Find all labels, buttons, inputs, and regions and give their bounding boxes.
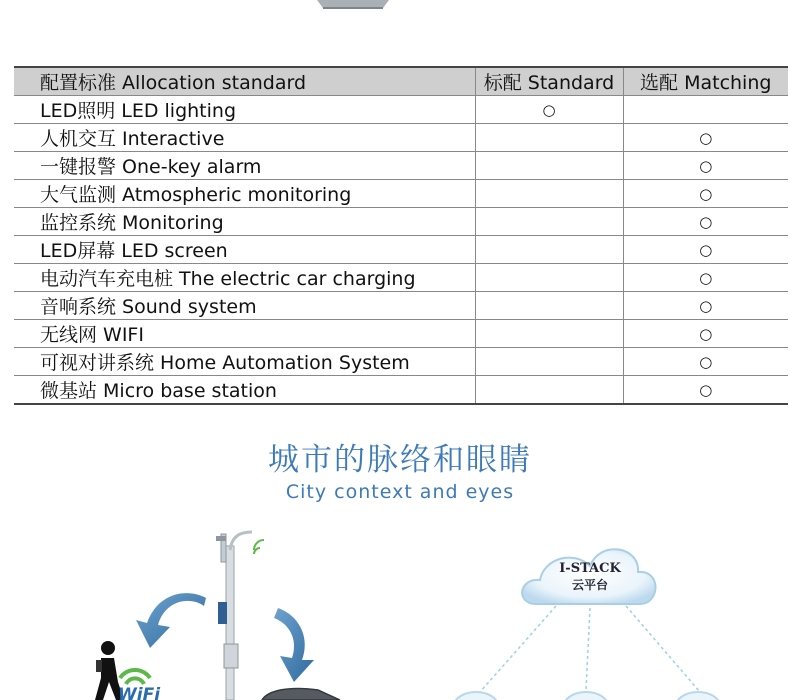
section-title-cn: 城市的脉络和眼睛 bbox=[268, 442, 532, 478]
signal-icon bbox=[254, 540, 264, 554]
standard-mark bbox=[475, 348, 623, 376]
allocation-table bbox=[14, 66, 788, 405]
standard-mark bbox=[475, 376, 623, 405]
cloud-label-platform: 云平台 bbox=[571, 578, 608, 592]
car-image bbox=[262, 688, 340, 700]
matching-mark: ○ bbox=[623, 320, 788, 348]
row-name: 监控系统 Monitoring bbox=[14, 208, 475, 236]
table-row bbox=[14, 292, 788, 320]
table-row bbox=[14, 320, 788, 348]
matching-mark: ○ bbox=[623, 348, 788, 376]
curved-arrow-left-icon bbox=[136, 593, 206, 648]
matching-mark: ○ bbox=[623, 152, 788, 180]
standard-mark bbox=[475, 180, 623, 208]
table-row bbox=[14, 180, 788, 208]
row-name: 可视对讲系统 Home Automation System bbox=[14, 348, 475, 376]
network-node-icons bbox=[454, 692, 720, 700]
network-lines bbox=[480, 606, 700, 692]
header-allocation-standard: 配置标准 Allocation standard bbox=[14, 67, 475, 96]
row-name: 微基站 Micro base station bbox=[14, 376, 475, 405]
row-name: LED屏幕 LED screen bbox=[14, 236, 475, 264]
matching-mark: ○ bbox=[623, 124, 788, 152]
table-row bbox=[14, 152, 788, 180]
table-row bbox=[14, 264, 788, 292]
matching-mark bbox=[623, 96, 788, 124]
matching-mark: ○ bbox=[623, 292, 788, 320]
standard-mark bbox=[475, 152, 623, 180]
cloud-label-istack: I-STACK bbox=[559, 561, 621, 576]
wifi-icon bbox=[120, 670, 150, 684]
matching-mark: ○ bbox=[623, 236, 788, 264]
wifi-label: WiFi bbox=[118, 685, 161, 700]
table-row bbox=[14, 236, 788, 264]
standard-mark bbox=[475, 236, 623, 264]
section-title-en: City context and eyes bbox=[285, 481, 515, 503]
row-name: 人机交互 Interactive bbox=[14, 124, 475, 152]
header-matching: 选配 Matching bbox=[623, 67, 788, 96]
lamp-fixture-image bbox=[315, 0, 391, 9]
table-row bbox=[14, 348, 788, 376]
table-row bbox=[14, 208, 788, 236]
row-name: 电动汽车充电桩 The electric car charging bbox=[14, 264, 475, 292]
table-header-row bbox=[14, 67, 788, 96]
table-row bbox=[14, 376, 788, 405]
table-row bbox=[14, 124, 788, 152]
header-standard: 标配 Standard bbox=[475, 67, 623, 96]
curved-arrow-right-icon bbox=[274, 608, 314, 682]
standard-mark: ○ bbox=[475, 96, 623, 124]
city-illustration bbox=[0, 510, 800, 700]
row-name: 大气监测 Atmospheric monitoring bbox=[14, 180, 475, 208]
standard-mark bbox=[475, 292, 623, 320]
row-name: 无线网 WIFI bbox=[14, 320, 475, 348]
standard-mark bbox=[475, 208, 623, 236]
standard-mark bbox=[475, 320, 623, 348]
standard-mark bbox=[475, 124, 623, 152]
matching-mark: ○ bbox=[623, 264, 788, 292]
row-name: LED照明 LED lighting bbox=[14, 96, 475, 124]
matching-mark: ○ bbox=[623, 376, 788, 405]
table-row bbox=[14, 96, 788, 124]
row-name: 一键报警 One-key alarm bbox=[14, 152, 475, 180]
row-name: 音响系统 Sound system bbox=[14, 292, 475, 320]
standard-mark bbox=[475, 264, 623, 292]
smart-pole-image bbox=[216, 532, 252, 700]
matching-mark: ○ bbox=[623, 208, 788, 236]
matching-mark: ○ bbox=[623, 180, 788, 208]
